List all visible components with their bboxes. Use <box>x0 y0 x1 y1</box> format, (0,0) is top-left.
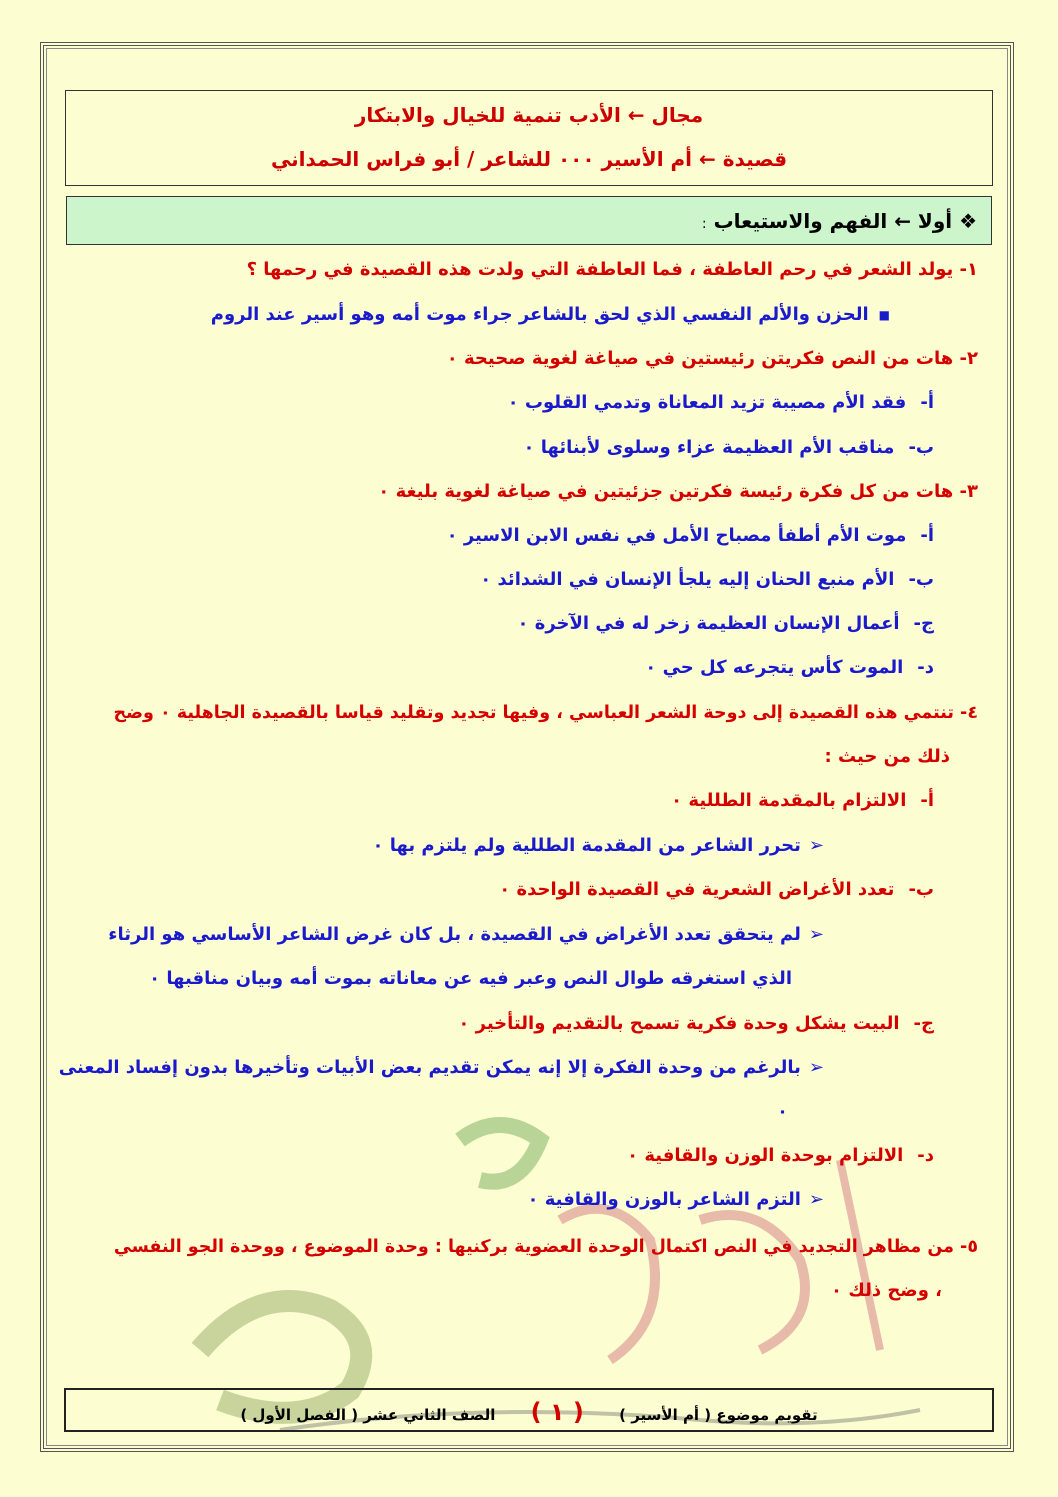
question-4c-text: البيت يشكل وحدة فكرية تسمح بالتقديم والتأخير ٠ <box>458 1013 900 1034</box>
question-3: ٣- هات من كل فكرة رئيسة فكرتين جزئيتين في صياغة لغوية بليغة ٠ <box>378 481 978 502</box>
section-heading <box>702 209 977 233</box>
answer-4b-line1 <box>108 922 824 948</box>
checkmark-arrow-icon: ➢ <box>808 1189 824 1210</box>
question-4d-text: الالتزام بوحدة الوزن والقافية ٠ <box>627 1145 904 1166</box>
answer-3a <box>447 523 934 549</box>
answer-4c-line1 <box>59 1055 824 1081</box>
answer-4d <box>528 1187 825 1213</box>
answer-3c <box>517 611 934 637</box>
answer-2b <box>523 435 934 461</box>
answer-4b-line2: الذي استغرقه طوال النص وعبر فيه عن معاناته بموت أمه وبيان مناقبها ٠ <box>149 968 792 989</box>
domain-title: مجال ← الأدب تنمية للخيال والابتكار <box>354 103 704 127</box>
checkmark-arrow-icon: ➢ <box>808 835 824 856</box>
section-title: ❖ أولا ← الفهم والاستيعاب <box>713 209 977 233</box>
answer-3b <box>480 567 934 593</box>
question-4-line2: ذلك من حيث : <box>824 746 950 767</box>
answer-3a-label: أ- <box>920 525 934 546</box>
answer-4c-line2: ٠ <box>777 1101 788 1122</box>
title-box <box>65 90 993 186</box>
question-4a-text: الالتزام بالمقدمة الطللية ٠ <box>671 790 907 811</box>
checkmark-arrow-icon: ➢ <box>808 924 824 945</box>
answer-2a <box>508 390 934 416</box>
answer-3b-text: الأم منبع الحنان إليه يلجأ الإنسان في الشدائد ٠ <box>480 569 895 590</box>
answer-3c-label: ج- <box>913 613 934 634</box>
page-number: ( ١ ) <box>530 1398 584 1426</box>
answer-4d-text: التزم الشاعر بالوزن والقافية ٠ <box>527 1189 801 1210</box>
answer-2b-text: مناقب الأم العظيمة عزاء وسلوى لأبنائها ٠ <box>523 437 895 458</box>
checkmark-arrow-icon: ➢ <box>808 1057 824 1078</box>
answer-4a-text: تحرر الشاعر من المقدمة الطللية ولم يلتزم بها ٠ <box>372 835 801 856</box>
question-4b-text: تعدد الأغراض الشعرية في القصيدة الواحدة ٠ <box>499 879 895 900</box>
answer-2b-label: ب- <box>908 437 934 458</box>
question-4b <box>499 877 934 903</box>
poem-title: قصيدة ← أم الأسير ٠٠٠ للشاعر / أبو فراس الحمداني <box>270 147 788 171</box>
question-4d-label: د- <box>917 1145 934 1166</box>
question-4a-label: أ- <box>920 790 934 811</box>
question-5-line1: ٥- من مظاهر التجديد في النص اكتمال الوحدة العضوية بركنيها : وحدة الموضوع ، ووحدة الجو النفسي <box>113 1237 978 1257</box>
answer-4c-text1: بالرغم من وحدة الفكرة إلا إنه يمكن تقديم بعض الأبيات وتأخيرها بدون إفساد المعنى <box>58 1057 801 1078</box>
section-colon: : <box>701 216 707 232</box>
answer-4a <box>373 833 825 859</box>
question-4c <box>458 1011 934 1037</box>
footer-box <box>64 1388 994 1432</box>
answer-1 <box>211 302 890 328</box>
answer-3b-label: ب- <box>908 569 934 590</box>
footer-grade: الصف الثاني عشر ( الفصل الأول ) <box>240 1406 496 1424</box>
square-bullet-icon: ■ <box>878 308 890 322</box>
question-5-line2: ، وضح ذلك ٠ <box>831 1280 942 1301</box>
answer-2a-label: أ- <box>920 392 934 413</box>
footer-text <box>66 1398 992 1426</box>
answer-2a-text: فقد الأم مصيبة تزيد المعاناة وتدمي القلوب ٠ <box>507 392 907 413</box>
section-heading-box <box>66 196 992 245</box>
answer-3d-label: د- <box>917 657 934 678</box>
question-4d <box>627 1143 934 1169</box>
question-2: ٢- هات من النص فكريتن رئيستين في صياغة لغوية صحيحة ٠ <box>446 348 978 369</box>
answer-4b-text1: لم يتحقق تعدد الأغراض في القصيدة ، بل كان غرض الشاعر الأساسي هو الرثاء <box>108 924 801 945</box>
question-1: ١- يولد الشعر في رحم العاطفة ، فما العاطفة التي ولدت هذه القصيدة في رحمها ؟ <box>246 259 978 280</box>
question-4-line1: ٤- تنتمي هذه القصيدة إلى دوحة الشعر العباسي ، وفيها تجديد وتقليد قياسا بالقصيدة الجاهلية ٠ وضح <box>113 703 978 723</box>
answer-3d <box>645 655 934 681</box>
question-4c-label: ج- <box>913 1013 934 1034</box>
answer-3d-text: الموت كأس يتجرعه كل حي ٠ <box>645 657 904 678</box>
answer-1-text: الحزن والألم النفسي الذي لحق بالشاعر جراء موت أمه وهو أسير عند الروم <box>210 304 869 325</box>
question-4b-label: ب- <box>908 879 934 900</box>
answer-3c-text: أعمال الإنسان العظيمة زخر له في الآخرة ٠ <box>517 613 900 634</box>
footer-topic: تقويم موضوع ( أم الأسير ) <box>619 1406 818 1424</box>
answer-3a-text: موت الأم أطفأ مصباح الأمل في نفس الابن الاسير ٠ <box>446 525 907 546</box>
question-4a <box>671 788 934 814</box>
